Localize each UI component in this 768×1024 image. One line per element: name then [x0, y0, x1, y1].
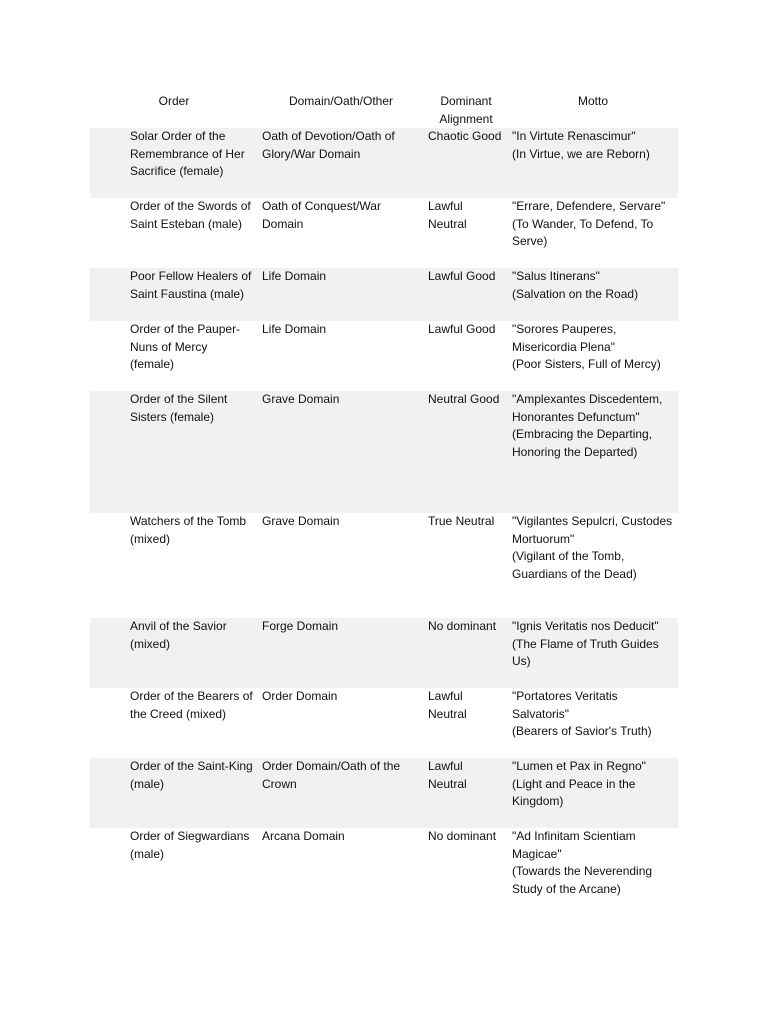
- alignment-cell: No dominant: [424, 618, 508, 688]
- motto-translation: (In Virtue, we are Reborn): [512, 146, 650, 161]
- table-row: [90, 688, 678, 758]
- motto-latin: "Sorores Pauperes, Misericordia Plena": [512, 322, 617, 354]
- domain-cell: Life Domain: [262, 322, 327, 336]
- motto-cell: [508, 618, 678, 688]
- motto-cell: [508, 321, 678, 391]
- domain-cell: Order Domain/Oath of the Crown: [258, 758, 424, 828]
- order-name: Order of the Saint-King (male): [90, 758, 258, 828]
- motto-latin: "Errare, Defendere, Servare": [512, 199, 666, 213]
- motto-cell: [508, 758, 678, 828]
- order-name: Solar Order of the Remembrance of Her Sacrifice (female): [90, 128, 258, 198]
- orders-table: [90, 92, 678, 933]
- table-row: [90, 128, 678, 198]
- order-name: Order of the Pauper-Nuns of Mercy (female): [130, 322, 241, 371]
- motto-translation: (Embracing the Departing, Honoring the Departed): [512, 427, 653, 459]
- order-name: Order of the Swords of Saint Esteban (male): [130, 199, 251, 231]
- alignment-cell: True Neutral: [428, 514, 495, 528]
- table-row: [90, 391, 678, 513]
- domain-cell: Oath of Conquest/War Domain: [262, 199, 381, 231]
- motto-latin: "Lumen et Pax in Regno": [512, 759, 646, 773]
- domain-cell: Life Domain: [258, 268, 424, 321]
- motto-latin: "In Virtute Renascimur": [512, 129, 636, 143]
- domain-cell: Order Domain: [262, 689, 338, 703]
- table-row: [90, 618, 678, 688]
- motto-translation: (To Wander, To Defend, To Serve): [512, 216, 654, 248]
- alignment-cell: Chaotic Good: [424, 128, 508, 198]
- order-name: Order of the Bearers of the Creed (mixed): [130, 689, 253, 721]
- order-name: Order of the Silent Sisters (female): [90, 391, 258, 513]
- domain-cell: Oath of Devotion/Oath of Glory/War Domain: [258, 128, 424, 198]
- motto-latin: "Salus Itinerans": [512, 269, 600, 283]
- motto-latin: "Portatores Veritatis Salvatoris": [512, 689, 618, 721]
- order-name: Anvil of the Savior (mixed): [90, 618, 258, 688]
- motto-latin: "Vigilantes Sepulcri, Custodes Mortuorum": [512, 514, 673, 546]
- table-header-row: [90, 92, 678, 128]
- table-row: [90, 268, 678, 321]
- domain-cell: Grave Domain: [262, 514, 340, 528]
- alignment-cell: Lawful Neutral: [428, 689, 467, 721]
- motto-cell: [508, 391, 678, 513]
- alignment-cell: Lawful Good: [428, 322, 496, 336]
- motto-cell: [508, 688, 678, 758]
- table-row: [90, 513, 678, 618]
- alignment-cell: Lawful Neutral: [424, 758, 508, 828]
- table-row: [90, 321, 678, 391]
- motto-latin: "Ad Infinitam Scientiam Magicae": [512, 829, 636, 861]
- alignment-cell: Lawful Good: [424, 268, 508, 321]
- header-alignment: Dominant Alignment: [439, 94, 493, 126]
- order-name: Order of Siegwardians (male): [130, 829, 250, 861]
- motto-translation: (The Flame of Truth Guides Us): [512, 636, 659, 668]
- motto-cell: [508, 828, 678, 933]
- alignment-cell: No dominant: [428, 829, 497, 843]
- motto-latin: "Amplexantes Discedentem, Honorantes Defunctum": [512, 392, 663, 424]
- table-row: [90, 758, 678, 828]
- table-row: [90, 198, 678, 268]
- domain-cell: Arcana Domain: [262, 829, 345, 843]
- domain-cell: Grave Domain: [258, 391, 424, 513]
- alignment-cell: Neutral Good: [424, 391, 508, 513]
- motto-translation: (Towards the Neverending Study of the Arcane): [512, 864, 653, 896]
- motto-translation: (Poor Sisters, Full of Mercy): [512, 357, 661, 371]
- alignment-cell: Lawful Neutral: [428, 199, 467, 231]
- header-domain: Domain/Oath/Other: [288, 94, 394, 108]
- motto-latin: "Ignis Veritatis nos Deducit": [512, 619, 659, 633]
- header-order: Order: [158, 94, 190, 108]
- motto-cell: [508, 128, 678, 198]
- table-row: [90, 828, 678, 933]
- motto-translation: (Salvation on the Road): [512, 286, 639, 301]
- motto-translation: (Bearers of Savior's Truth): [512, 724, 652, 738]
- order-name: Poor Fellow Healers of Saint Faustina (male): [90, 268, 258, 321]
- motto-cell: [508, 198, 678, 268]
- domain-cell: Forge Domain: [258, 618, 424, 688]
- order-name: Watchers of the Tomb (mixed): [130, 514, 247, 546]
- motto-translation: (Light and Peace in the Kingdom): [512, 776, 636, 808]
- motto-cell: [508, 513, 678, 618]
- header-motto: Motto: [577, 94, 608, 108]
- motto-translation: (Vigilant of the Tomb, Guardians of the Dead): [512, 549, 637, 581]
- motto-cell: [508, 268, 678, 321]
